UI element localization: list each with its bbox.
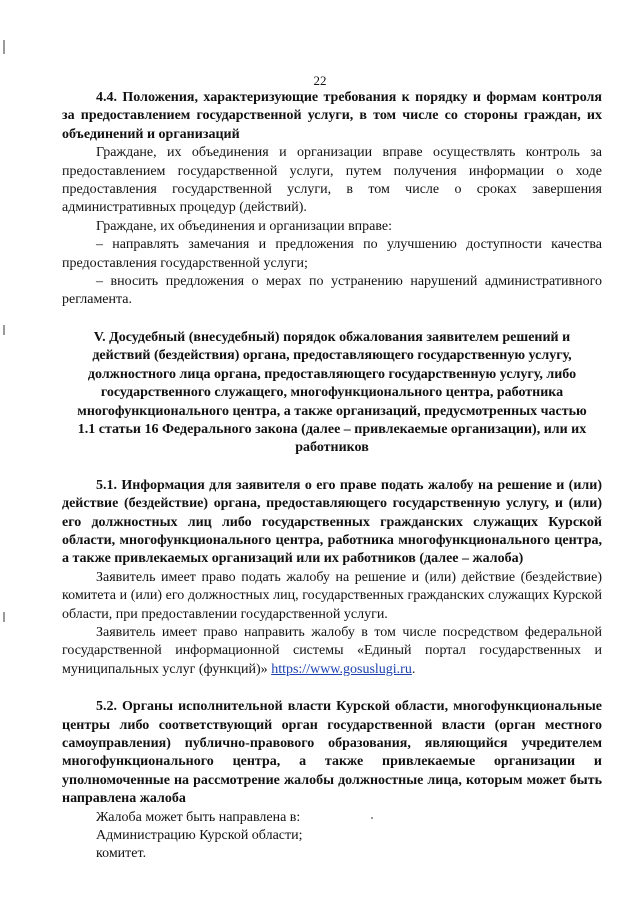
section-4-4-paragraph: Граждане, их объединения и организации вправе: (96, 218, 393, 234)
section-5-2-paragraph: Администрацию Курской области; (96, 828, 303, 844)
scan-edge-mark (3, 40, 5, 54)
section-4-4-heading: 4.4. Положения, характеризующие требования к порядку и формам контроля за предоставлением государственной услуги, в том числе со стороны граждан, их объединений и организаций (62, 90, 602, 142)
scan-edge-mark (3, 325, 5, 335)
document-body (62, 89, 602, 864)
scan-edge-mark (3, 612, 5, 622)
section-5-1-heading: 5.1. Информация для заявителя о его праве подать жалобу на решение и (или) действие (бездействие) органа, предоставляющего государственную услугу, и (или) его должностных лиц либо государственных гражданских служащих Курской области, многофункционального центра, работника многофункционального центра, а также привлекаемых организаций или их работников (далее – жалоба) (62, 477, 602, 567)
section-4-4-paragraph: Граждане, их объединения и организации вправе осуществлять контроль за предоставлением государственной услуги, путем получения информации о ходе предоставления государственной услуги, в том числе о сроках завершения административных процедур (действий). (62, 145, 602, 216)
scan-speck (371, 817, 373, 819)
section-v-title: V. Досудебный (внесудебный) порядок обжалования заявителем решений и действий (бездействия) органа, предоставляющего государственную услугу, должностного лица органа, предоставляющего государственную услугу, либо государственного служащего, многофункционального центра, работника многофункционального центра, а также организаций, предусмотренных частью 1.1 статьи 16 Федерального закона (далее – привлекаемые организации), или их работников (77, 329, 587, 456)
section-5-2-paragraph: Жалоба может быть направлена в: (96, 809, 301, 825)
section-5-2-heading: 5.2. Органы исполнительной власти Курской области, многофункциональные центры либо соответствующий орган государственной власти (орган местного самоуправления) публично-правового образования, являющийся учредителем многофункционального центра, а также привлекаемые организации и уполномоченные на рассмотрение жалобы должностные лица, которым может быть направлена жалоба (62, 699, 602, 807)
page-number: 22 (313, 73, 327, 88)
section-5-1-paragraph: Заявитель имеет право подать жалобу на решение и (или) действие (бездействие) комитета и (или) его должностных лиц, государственных гражданских служащих Курской области, при предоставлении государственной услуги. (62, 569, 602, 622)
section-5-1-paragraph: Заявитель имеет право направить жалобу в том числе посредством федеральной государственной информационной системы «Единый портал государственных и муниципальных услуг (функций)» https://www.gosuslugi.ru. (62, 624, 602, 677)
section-4-4-list-item: – направлять замечания и предложения по улучшению доступности качества предоставления государственной услуги; (62, 237, 602, 271)
gosuslugi-link[interactable]: https://www.gosuslugi.ru (271, 661, 412, 677)
section-4-4-list-item: – вносить предложения о мерах по устранению нарушений административного регламента. (62, 274, 602, 308)
section-5-2-paragraph: комитет. (96, 846, 147, 862)
